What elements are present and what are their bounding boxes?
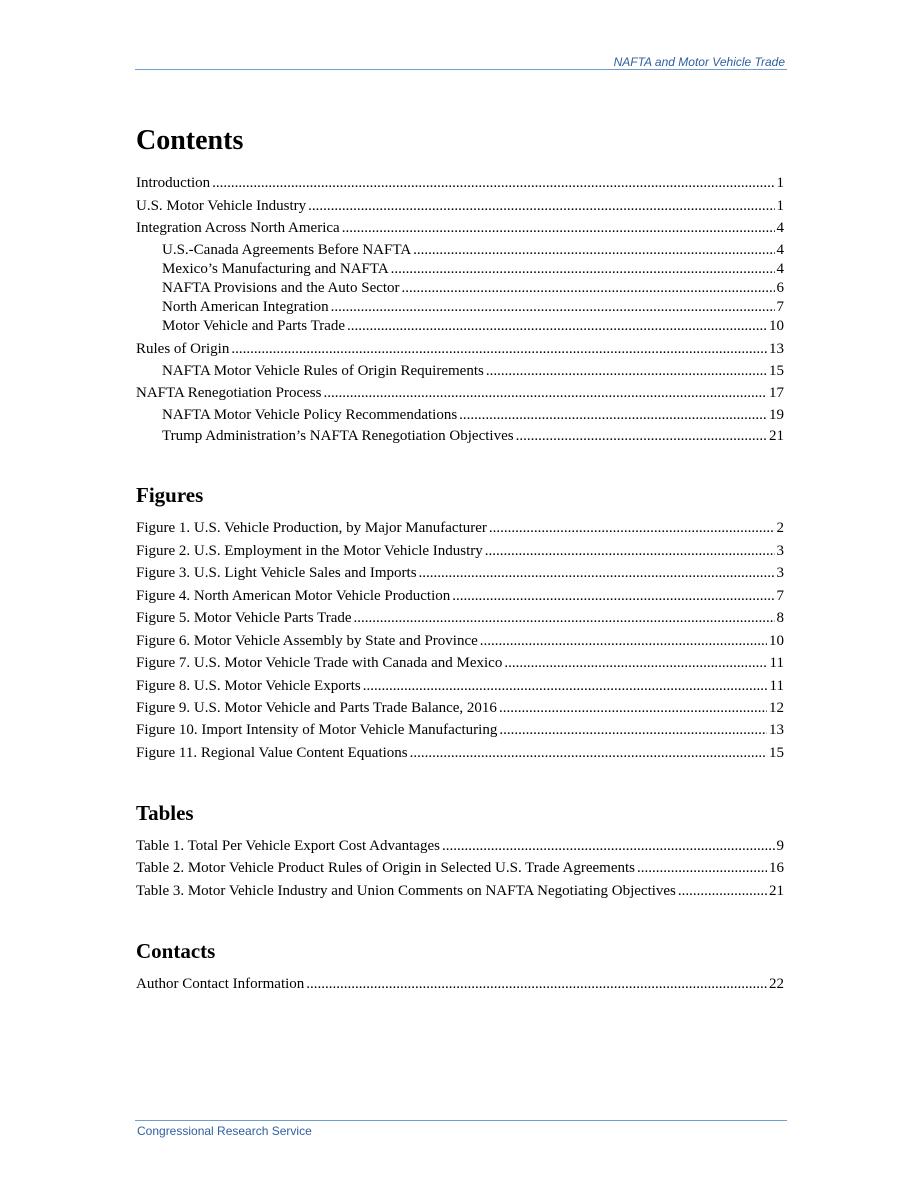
leader-dots (480, 631, 767, 651)
leader-dots (306, 974, 767, 994)
leader-dots (678, 881, 767, 901)
footer-divider (135, 1120, 787, 1121)
toc-entry-label: U.S. Motor Vehicle Industry (136, 198, 307, 214)
toc-entry-label: Table 2. Motor Vehicle Product Rules of Origin in Selected U.S. Trade Agreements (136, 860, 636, 876)
toc-entry[interactable] (136, 974, 784, 994)
toc-entry[interactable] (136, 383, 784, 403)
toc-entry-page: 11 (769, 655, 784, 671)
toc-entry-page: 15 (769, 745, 784, 761)
toc-entry-label: Figure 7. U.S. Motor Vehicle Trade with Canada and Mexico (136, 655, 503, 671)
toc-entry-page: 10 (769, 318, 784, 334)
toc-entry[interactable] (162, 426, 784, 446)
toc-entry-label: Figure 2. U.S. Employment in the Motor Vehicle Industry (136, 543, 483, 559)
toc-entry-page: 13 (769, 341, 784, 357)
leader-dots (391, 259, 775, 279)
toc-entry-label: Figure 3. U.S. Light Vehicle Sales and Imports (136, 565, 417, 581)
toc-entry-label: Trump Administration’s NAFTA Renegotiation Objectives (162, 428, 514, 444)
leader-dots (413, 240, 774, 260)
toc-entry-page: 19 (769, 407, 784, 423)
running-header-title: NAFTA and Motor Vehicle Trade (613, 55, 785, 69)
toc-entry[interactable] (136, 653, 784, 673)
toc-entry[interactable] (136, 698, 784, 718)
leader-dots (516, 426, 767, 446)
toc-entry[interactable] (136, 518, 784, 538)
toc-entry-label: Figure 11. Regional Value Content Equations (136, 745, 408, 761)
toc-entry-label: Figure 5. Motor Vehicle Parts Trade (136, 610, 352, 626)
toc-entry[interactable] (136, 608, 784, 628)
toc-entry[interactable] (136, 836, 784, 856)
toc-entry[interactable] (136, 541, 784, 561)
leader-dots (331, 297, 775, 317)
tables-heading: Tables (136, 801, 194, 825)
toc-entry-page: 2 (776, 520, 784, 536)
toc-entry[interactable] (136, 720, 784, 740)
leader-dots (212, 173, 774, 193)
leader-dots (489, 518, 775, 538)
leader-dots (459, 405, 767, 425)
leader-dots (442, 836, 775, 856)
contacts-heading: Contacts (136, 939, 216, 963)
toc-entry[interactable] (162, 405, 784, 425)
toc-entry[interactable] (136, 858, 784, 878)
toc-entry-label: U.S.-Canada Agreements Before NAFTA (162, 242, 412, 258)
leader-dots (419, 563, 775, 583)
toc-entry[interactable] (136, 676, 784, 696)
toc-entry[interactable] (162, 259, 784, 279)
toc-entry-page: 3 (776, 565, 784, 581)
toc-entry[interactable] (136, 173, 784, 193)
leader-dots (504, 653, 767, 673)
toc-entry-label: Mexico’s Manufacturing and NAFTA (162, 261, 389, 277)
toc-entry-page: 22 (769, 976, 784, 992)
leader-dots (499, 698, 767, 718)
toc-entry[interactable] (136, 631, 784, 651)
toc-entry-page: 11 (769, 678, 784, 694)
toc-entry[interactable] (136, 563, 784, 583)
toc-entry-label: Table 3. Motor Vehicle Industry and Union Comments on NAFTA Negotiating Objectives (136, 883, 676, 899)
leader-dots (342, 218, 775, 238)
toc-entry[interactable] (136, 196, 784, 216)
leader-dots (308, 196, 774, 216)
toc-entry[interactable] (136, 586, 784, 606)
toc-entry-label: Figure 8. U.S. Motor Vehicle Exports (136, 678, 361, 694)
toc-entry-label: Figure 1. U.S. Vehicle Production, by Major Manufacturer (136, 520, 487, 536)
toc-entry-page: 17 (769, 385, 784, 401)
toc-entry-page: 1 (776, 175, 784, 191)
toc-entry-label: Rules of Origin (136, 341, 230, 357)
toc-entry-label: Table 1. Total Per Vehicle Export Cost Advantages (136, 838, 440, 854)
toc-entry-label: Figure 4. North American Motor Vehicle Production (136, 588, 451, 604)
toc-entry[interactable] (162, 361, 784, 381)
header-divider (135, 69, 787, 70)
toc-entry-page: 15 (769, 363, 784, 379)
toc-entry-page: 4 (776, 261, 784, 277)
toc-entry-label: Figure 10. Import Intensity of Motor Vehicle Manufacturing (136, 722, 498, 738)
leader-dots (410, 743, 767, 763)
toc-entry-page: 21 (769, 883, 784, 899)
toc-entry-page: 4 (776, 242, 784, 258)
leader-dots (363, 676, 768, 696)
toc-entry-label: NAFTA Provisions and the Auto Sector (162, 280, 400, 296)
toc-entry-label: Motor Vehicle and Parts Trade (162, 318, 346, 334)
toc-entry-page: 1 (776, 198, 784, 214)
toc-entry-label: NAFTA Motor Vehicle Rules of Origin Requirements (162, 363, 484, 379)
leader-dots (485, 541, 775, 561)
toc-entry[interactable] (136, 881, 784, 901)
toc-entry[interactable] (162, 297, 784, 317)
toc-entry-page: 4 (776, 220, 784, 236)
leader-dots (452, 586, 774, 606)
leader-dots (231, 339, 767, 359)
toc-entry-page: 3 (776, 543, 784, 559)
toc-entry[interactable] (162, 240, 784, 260)
toc-entry-page: 16 (769, 860, 784, 876)
leader-dots (637, 858, 767, 878)
leader-dots (402, 278, 775, 298)
toc-entry-page: 8 (776, 610, 784, 626)
toc-entry-label: Integration Across North America (136, 220, 340, 236)
toc-entry[interactable] (162, 316, 784, 336)
toc-entry-page: 6 (776, 280, 784, 296)
toc-entry-page: 10 (769, 633, 784, 649)
toc-entry[interactable] (136, 743, 784, 763)
footer-publisher: Congressional Research Service (137, 1124, 312, 1138)
toc-entry-label: Figure 9. U.S. Motor Vehicle and Parts Trade Balance, 2016 (136, 700, 497, 716)
toc-entry-label: NAFTA Motor Vehicle Policy Recommendations (162, 407, 458, 423)
toc-entry-label: NAFTA Renegotiation Process (136, 385, 322, 401)
toc-entry-page: 13 (769, 722, 784, 738)
toc-entry-page: 21 (769, 428, 784, 444)
toc-entry[interactable] (136, 218, 784, 238)
toc-entry[interactable] (162, 278, 784, 298)
toc-entry-page: 7 (776, 299, 784, 315)
leader-dots (486, 361, 767, 381)
leader-dots (347, 316, 767, 336)
leader-dots (323, 383, 767, 403)
toc-entry-page: 12 (769, 700, 784, 716)
contents-heading: Contents (136, 125, 244, 156)
toc-entry-page: 7 (776, 588, 784, 604)
leader-dots (354, 608, 775, 628)
toc-entry-page: 9 (776, 838, 784, 854)
figures-heading: Figures (136, 483, 204, 507)
toc-entry[interactable] (136, 339, 784, 359)
toc-entry-label: Figure 6. Motor Vehicle Assembly by State and Province (136, 633, 478, 649)
toc-entry-label: Introduction (136, 175, 211, 191)
leader-dots (499, 720, 767, 740)
toc-entry-label: North American Integration (162, 299, 329, 315)
toc-entry-label: Author Contact Information (136, 976, 305, 992)
